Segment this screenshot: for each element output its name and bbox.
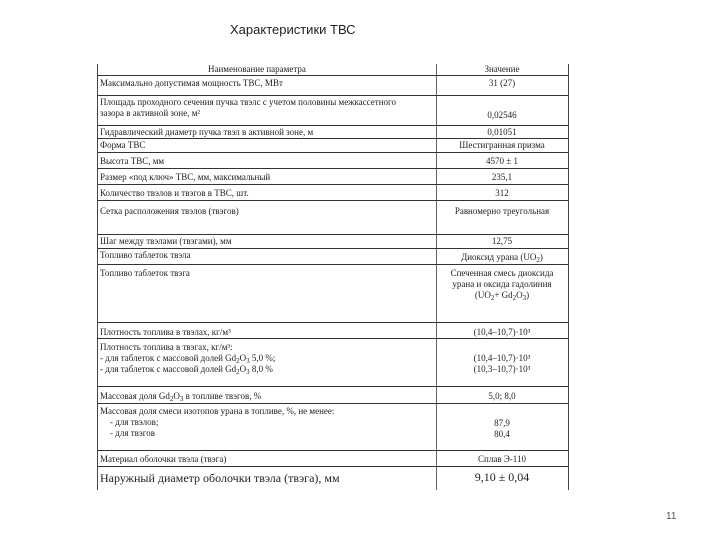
row-param: Наружный диаметр оболочки твэла (твэга), мм — [100, 471, 340, 485]
row-param-line: Площадь проходного сечения пучка твэлс с учетом половины межкассетного — [100, 97, 396, 107]
value-sub: 2 — [490, 294, 495, 302]
value-text: + Gd — [494, 290, 513, 300]
row-param-line: - для твэлов; — [110, 417, 159, 427]
row-param: Плотность топлива в твэлах, кг/м³ — [100, 327, 231, 337]
row-param: Топливо таблеток твэла — [100, 250, 191, 260]
param-text: - для таблеток с массовой долей Gd — [100, 353, 237, 363]
row-param-line: - для твэгов — [110, 428, 155, 438]
characteristics-table — [97, 64, 569, 490]
header-param: Наименование параметра — [208, 64, 306, 74]
row-param-line — [100, 353, 275, 364]
value-text: O — [516, 290, 523, 300]
row-value: Шестигранная призма — [459, 140, 545, 150]
table-row — [98, 200, 568, 235]
row-param-line — [100, 364, 275, 375]
row-value: (10,4–10,7)·10³ — [473, 327, 531, 337]
row-value: 12,75 — [491, 236, 513, 246]
param-sub: 2 — [169, 395, 174, 403]
value-line — [436, 290, 568, 301]
row-param: Размер «под ключ» ТВС, мм, максимальный — [100, 172, 271, 182]
param-sub: 3 — [246, 368, 250, 376]
value-text: ) — [526, 290, 530, 300]
param-sub: 2 — [236, 357, 240, 365]
row-param: Топливо таблеток твэга — [100, 268, 190, 278]
row-value: 312 — [495, 188, 509, 198]
table-row — [98, 168, 568, 185]
value-sub: 2 — [536, 256, 540, 264]
row-param-line: зазора в активной зоне, м² — [100, 108, 201, 118]
table-row — [98, 75, 568, 96]
table-row — [98, 152, 568, 169]
value-text: Диоксид урана (UO — [461, 252, 537, 262]
row-value — [436, 268, 568, 301]
value-line: 80,4 — [494, 429, 510, 439]
table-row — [98, 386, 568, 404]
row-value: 9,10 ± 0,04 — [474, 470, 530, 484]
row-param: Гидравлический диаметр пучка твэл в активной зоне, м — [100, 127, 314, 137]
value-sub: 3 — [522, 294, 527, 302]
value-line: Спеченная смесь диоксида — [450, 268, 554, 278]
page-number: 11 — [666, 511, 677, 522]
row-param: Материал оболочки твэла (твэга) — [100, 454, 227, 464]
row-value: 0,01051 — [487, 127, 517, 137]
param-text: 5,0 %; — [249, 353, 276, 363]
table-row — [98, 138, 568, 152]
header-value: Значение — [484, 64, 520, 74]
value-line: урана и оксида гадолиния — [452, 279, 552, 289]
row-param — [100, 97, 396, 119]
row-value — [436, 418, 568, 440]
param-text: - для таблеток с массовой долей Gd — [100, 364, 237, 374]
table-header — [98, 64, 568, 75]
row-param: Высота ТВС, мм — [100, 156, 165, 166]
param-sub: 3 — [246, 357, 250, 365]
row-value: 0,02546 — [487, 110, 517, 120]
table-row — [98, 248, 568, 265]
row-value: 235,1 — [491, 172, 513, 182]
table-row — [98, 450, 568, 467]
row-param: Количество твэлов и твэгов в ТВС, шт. — [100, 188, 249, 198]
row-value: 5,0; 8,0 — [488, 391, 516, 401]
param-text: Массовая доля Gd — [100, 391, 170, 401]
table-row — [98, 322, 568, 339]
row-value: 4570 ± 1 — [486, 156, 518, 166]
row-param-line: Плотность топлива в твэгах, кг/м³: — [100, 342, 233, 352]
table-row — [98, 466, 568, 491]
value-line: (10,4–10,7)·10³ — [473, 353, 531, 363]
value-text: ) — [539, 252, 543, 262]
row-param: Сетка расположения твэлов (твэгов) — [100, 206, 239, 216]
row-param: Максимально допустимая мощность ТВС, МВт — [100, 78, 283, 88]
row-param — [100, 342, 275, 375]
row-param — [100, 391, 261, 402]
table-row — [98, 234, 568, 249]
row-param: Форма ТВС — [100, 140, 146, 150]
param-text: O — [173, 391, 180, 401]
param-text: 8,0 % — [249, 364, 273, 374]
value-sub: 2 — [512, 294, 517, 302]
param-text: в топливе твэгов, % — [183, 391, 262, 401]
param-sub: 3 — [179, 395, 184, 403]
value-text: (UO — [474, 290, 491, 300]
row-value: 31 (27) — [488, 78, 516, 88]
table-row — [98, 338, 568, 387]
table-row — [98, 125, 568, 139]
row-param: Шаг между твэлами (твэгами), мм — [100, 236, 232, 246]
row-value — [436, 353, 568, 375]
value-line: 87,9 — [494, 418, 510, 428]
table-row — [98, 264, 568, 323]
row-param-line: Массовая доля смеси изотопов урана в топливе, %, не менее: — [100, 406, 335, 416]
row-value: Равномерно треугольная — [454, 206, 550, 216]
table-row — [98, 403, 568, 451]
table-row — [98, 95, 568, 126]
page-title: Характеристики ТВС — [230, 22, 356, 37]
row-value — [436, 252, 568, 263]
row-value: Сплав Э-110 — [478, 454, 526, 464]
param-text: O — [239, 364, 247, 374]
value-line: (10,3–10,7)·10³ — [473, 364, 531, 374]
param-text: O — [239, 353, 247, 363]
table-row — [98, 184, 568, 201]
param-sub: 2 — [236, 368, 240, 376]
row-param — [100, 406, 334, 439]
